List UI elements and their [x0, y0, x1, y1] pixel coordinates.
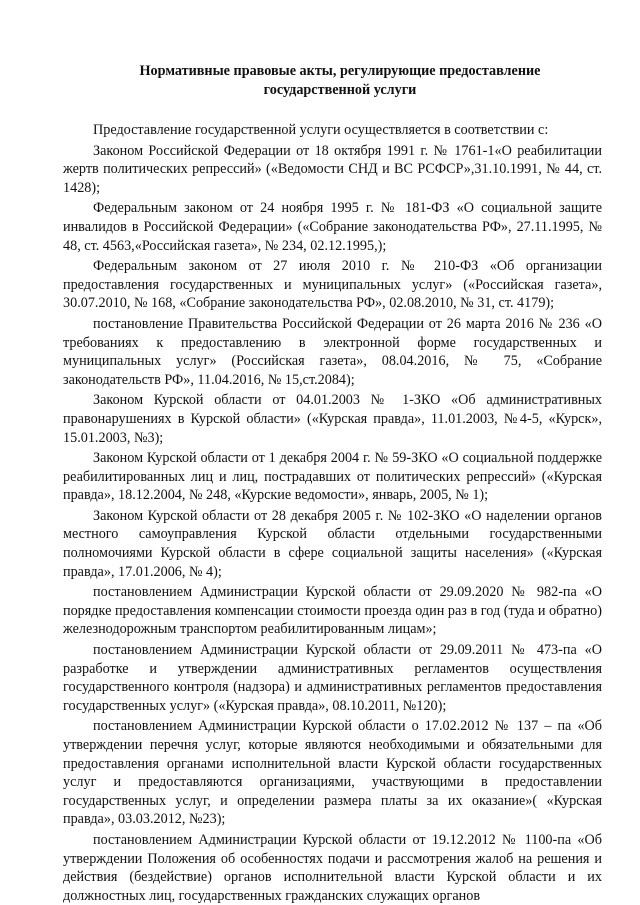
- title-line-1: Нормативные правовые акты, регулирующие предоставление: [139, 63, 541, 79]
- legal-act-paragraph: постановлением Администрации Курской области от 19.12.2012 № 1100-па «Об утверждении Положения об особенностях подачи и рассмотрения жалоб на решения и действия (бездействие) органов исполнительной власти Курской области и их должностных лиц, государственных гражданских служащих органов: [63, 831, 602, 904]
- legal-act-paragraph: Законом Курской области от 28 декабря 2005 г. № 102-ЗКО «О наделении органов местного самоуправления Курской области отдельными государственными полномочиями Курской области в сфере социальной защиты населения» («Курская правда», 17.01.2006, № 4);: [63, 507, 602, 580]
- legal-act-paragraph: постановление Правительства Российской Федерации от 26 марта 2016 № 236 «О требованиях к предоставлению в электронной форме государственных и муниципальных услуг» (Российская газета», 08.04.2016, № 75, «Собрание законодательств РФ», 11.04.2016, № 15,ст.2084);: [63, 315, 602, 388]
- intro-paragraph: Предоставление государственной услуги осуществляется в соответствии с:: [93, 122, 549, 138]
- legal-act-paragraph: постановлением Администрации Курской области от 29.09.2020 № 982-па «О порядке предоставления компенсации стоимости проезда один раз в год (туда и обратно) железнодорожным транспортом реабилитированным лицам»;: [63, 584, 602, 638]
- legal-act-paragraph: Законом Курской области от 04.01.2003 № 1-ЗКО «Об административных правонарушениях в Курской области» («Курская правда», 11.01.2003, №4-5, «Курск», 15.01.2003, №3);: [63, 392, 602, 446]
- legal-act-paragraph: Федеральным законом от 27 июля 2010 г. № 210-ФЗ «Об организации предоставления государственных и муниципальных услуг» («Российская газета», 30.07.2010, № 168, «Собрание законодательства РФ», 02.08.2010, № 31, ст. 4179);: [63, 258, 602, 312]
- legal-act-paragraph: Законом Курской области от 1 декабря 2004 г. № 59-ЗКО «О социальной поддержке реабилитированных лиц и лиц, пострадавших от политических репрессий» («Курская правда», 18.12.2004, № 248, «Курские ведомости», январь, 2005, № 1);: [63, 450, 602, 504]
- document-title: [63, 62, 602, 100]
- legal-act-paragraph: Федеральным законом от 24 ноября 1995 г. № 181-ФЗ «О социальной защите инвалидов в Российской Федерации» («Собрание законодательства РФ», 27.11.1995, № 48, ст. 4563,«Российская газета», № 234, 02.12.1995,);: [63, 200, 602, 254]
- legal-act-paragraph: постановлением Администрации Курской области от 29.09.2011 № 473-па «О разработке и утверждении административных регламентов осуществления государственного контроля (надзора) и административных регламентов предоставления государственных услуг» («Курская правда», 08.10.2011, №120);: [63, 642, 602, 714]
- legal-act-paragraph: постановлением Администрации Курской области о 17.02.2012 № 137 – па «Об утверждении перечня услуг, которые являются необходимыми и обязательными для предоставления органами исполнительной власти Курской области государственных услуг и предоставляются организациями, участвующими в предоставлении государственных услуг, и определении размера платы за их оказание»( «Курская правда», 03.03.2012, №23);: [63, 718, 602, 828]
- title-line-2: государственной услуги: [263, 82, 417, 98]
- legal-act-paragraph: Законом Российской Федерации от 18 октября 1991 г. № 1761-1«О реабилитации жертв политических репрессий» («Ведомости СНД и ВС РСФСР»,31.10.1991, № 44, ст. 1428);: [63, 142, 602, 196]
- document-body: [63, 121, 602, 905]
